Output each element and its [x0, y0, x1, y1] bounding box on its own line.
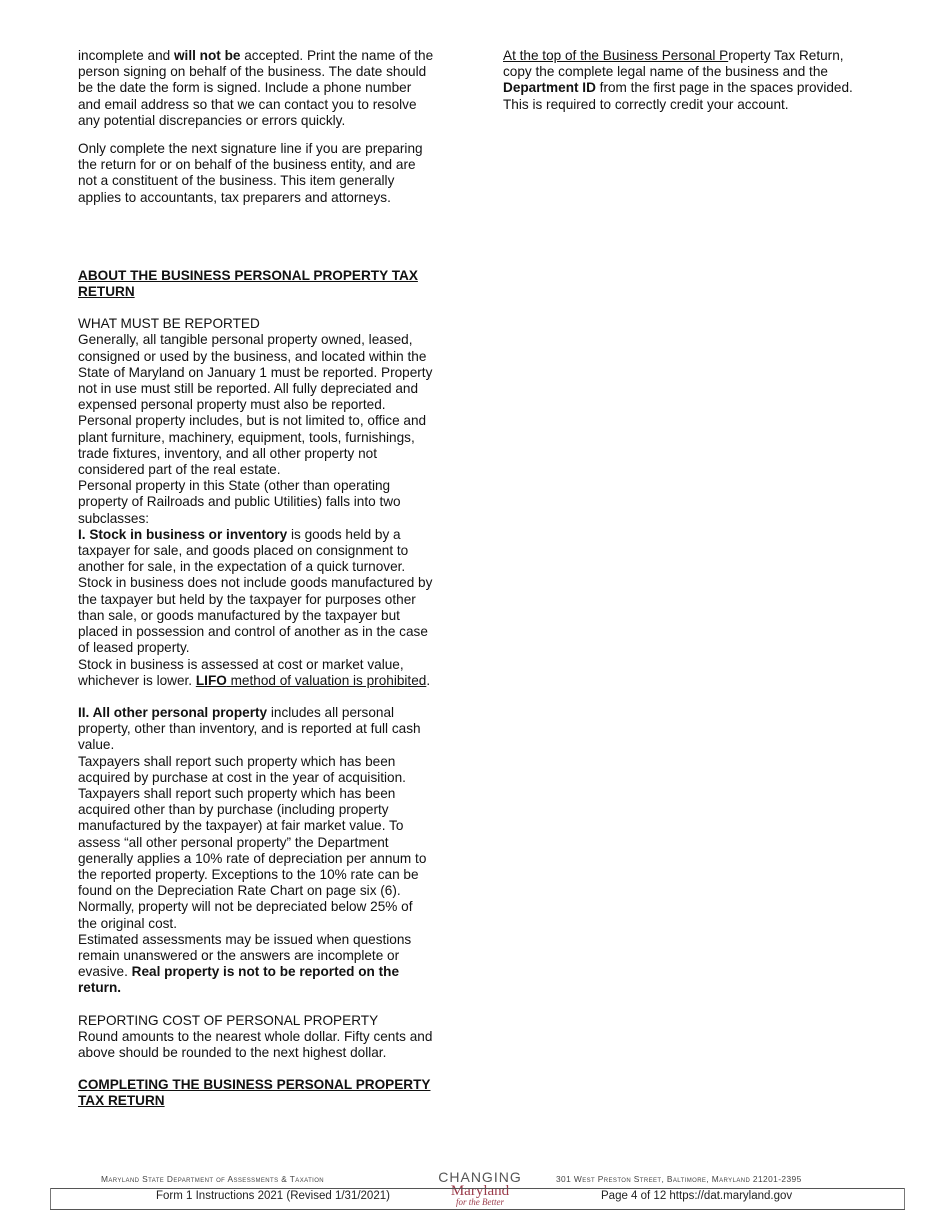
estimated-paragraph: Estimated assessments may be issued when questions remain unanswered or the answers are incomplete or evasive. Real property is not to be reported on the return.	[78, 931, 412, 996]
footer-page-label: Page 4 of 12 https://dat.maryland.gov	[601, 1190, 793, 1202]
footer-left-bracket	[50, 1188, 51, 1210]
footer-right-bracket	[904, 1188, 905, 1210]
logo-line-2: Maryland	[450, 1183, 510, 1199]
what-must-paragraph-2: Personal property includes, but is not limited to, office and plant furniture, machinery, equipment, tools, furnishings, trade fixtures, inventory, and all other property not considered part of the real estate.	[78, 413, 427, 478]
left-column	[78, 48, 434, 1110]
what-must-paragraph-1: Generally, all tangible personal property owned, leased, consigned or used by the business, and located within the State of Maryland on January 1 must be reported. Property not in use must still be reported. All fully depreciated and expensed personal property must also be reported.	[78, 332, 433, 413]
stock-assessed-paragraph: Stock in business is assessed at cost or market value, whichever is lower. LIFO method of valuation is prohibited.	[78, 656, 431, 688]
stock-paragraph: I. Stock in business or inventory is goods held by a taxpayer for sale, and goods placed on consignment to another for sale, in the expectation of a quick turnover. Stock in business does not include goods manufactured by the taxpayer but held by the taxpayer for purposes other than sale, or goods manufactured by the taxpayer but placed in possession and control of another as in the case of leased property.	[78, 526, 433, 656]
what-must-heading: WHAT MUST BE REPORTED	[78, 316, 260, 332]
other-property-paragraph: II. All other personal property includes all personal property, other than inventory, and is reported at full cash value.	[78, 704, 421, 753]
reporting-heading: REPORTING COST OF PERSONAL PROPERTY	[78, 1012, 379, 1028]
department-id-paragraph: At the top of the Business Personal Property Tax Return, copy the complete legal name of the business and the Department ID from the first page in the spaces provided. This is required to correctly credit your account.	[503, 48, 853, 112]
logo-line-3: for the Better	[456, 1197, 504, 1207]
page-footer	[0, 1168, 950, 1230]
reporting-paragraph: Round amounts to the nearest whole dollar. Fifty cents and above should be rounded to the next highest dollar.	[78, 1028, 433, 1060]
right-column	[503, 48, 875, 113]
footer-top-rule	[50, 1188, 905, 1189]
about-heading: ABOUT THE BUSINESS PERSONAL PROPERTY TAX RETURN	[78, 267, 418, 300]
preparer-paragraph: Only complete the next signature line if you are preparing the return for or on behalf of the business entity, and are not a constituent of the business. This item generally applies to accountants, tax preparers and attorneys.	[78, 141, 423, 205]
signature-paragraph: incomplete and will not be accepted. Print the name of the person signing on behalf of the business. The date should be the date the form is signed. Include a phone number and email address so that we can contact you to resolve any potential discrepancies or errors quickly.	[78, 48, 434, 128]
other-property-paragraph-4: Normally, property will not be depreciated below 25% of the original cost.	[78, 899, 413, 931]
other-property-paragraph-2: Taxpayers shall report such property which has been acquired by purchase at cost in the year of acquisition.	[78, 753, 406, 785]
what-must-paragraph-3: Personal property in this State (other than operating property of Railroads and public Utilities) falls into two subclasses:	[78, 478, 401, 526]
footer-form-label: Form 1 Instructions 2021 (Revised 1/31/2021)	[156, 1190, 390, 1202]
footer-bottom-rule	[50, 1209, 905, 1210]
footer-address: 301 West Preston Street, Baltimore, Maryland 21201-2395	[556, 1174, 802, 1184]
other-property-paragraph-3: Taxpayers shall report such property which has been acquired other than by purchase (including property manufactured by the taxpayer) at fair market value. To assess “all other personal property” the Department generally applies a 10% rate of depreciation per annum to the reported property. Exceptions to the 10% rate can be found on the Depreciation Rate Chart on page six (6).	[78, 785, 427, 899]
logo-line-1: CHANGING	[438, 1169, 522, 1185]
completing-heading: COMPLETING THE BUSINESS PERSONAL PROPERTY TAX RETURN	[78, 1077, 431, 1109]
footer-department: Maryland State Department of Assessments & Taxation	[101, 1174, 325, 1184]
